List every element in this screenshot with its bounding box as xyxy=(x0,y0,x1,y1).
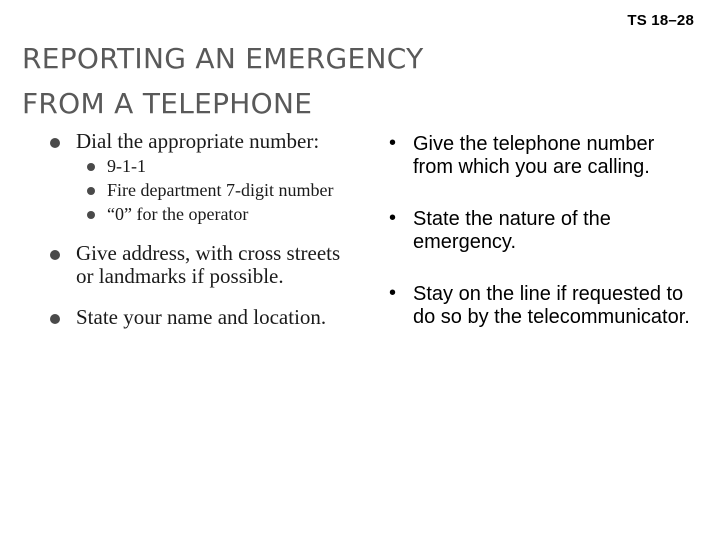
list-item-text: Give the telephone number from which you are calling. xyxy=(413,133,655,178)
bullet-dot-icon xyxy=(50,314,60,324)
slide-number: TS 18–28 xyxy=(627,12,694,29)
list-item-text: State the nature of the emergency. xyxy=(413,208,611,253)
list-item-stay-on-line xyxy=(388,283,698,329)
list-item-text: Dial the appropriate number: xyxy=(76,129,320,153)
bullet-dot-icon xyxy=(50,250,60,260)
slide-title-line-2: FROM A TELEPHONE xyxy=(22,87,313,120)
bullet-icon: • xyxy=(389,207,397,229)
sublist-item-operator xyxy=(80,205,348,224)
sublist-item-911 xyxy=(80,157,348,176)
bullet-dot-icon xyxy=(87,187,95,195)
list-item-phone-number xyxy=(388,133,698,179)
sublist-item-text: Fire department 7-digit number xyxy=(107,180,334,200)
list-item-text: Stay on the line if requested to do so by the telecommunicator. xyxy=(413,283,690,328)
list-item-dial-number xyxy=(48,130,348,224)
bullet-dot-icon xyxy=(87,163,95,171)
bullet-icon: • xyxy=(389,132,397,154)
list-item-text: State your name and location. xyxy=(76,305,327,329)
list-item-nature-of-emergency xyxy=(388,208,698,254)
list-item-text: Give address, with cross streets or landmarks if possible. xyxy=(76,241,341,288)
left-column xyxy=(48,130,348,329)
list-item-state-name xyxy=(48,306,348,329)
bullet-dot-icon xyxy=(87,211,95,219)
bullet-dot-icon xyxy=(50,138,60,148)
slide-title-line-1: REPORTING AN EMERGENCY xyxy=(22,42,424,75)
right-column xyxy=(388,133,698,329)
sublist-item-fire-department xyxy=(80,181,348,200)
right-bullet-list xyxy=(388,133,698,329)
left-bullet-list xyxy=(48,130,348,329)
sublist-item-text: “0” for the operator xyxy=(107,204,249,224)
sublist-item-text: 9-1-1 xyxy=(107,156,146,176)
slide-title xyxy=(22,36,542,126)
list-item-give-address xyxy=(48,242,348,288)
bullet-icon: • xyxy=(389,282,397,304)
dial-number-sublist xyxy=(80,157,348,224)
